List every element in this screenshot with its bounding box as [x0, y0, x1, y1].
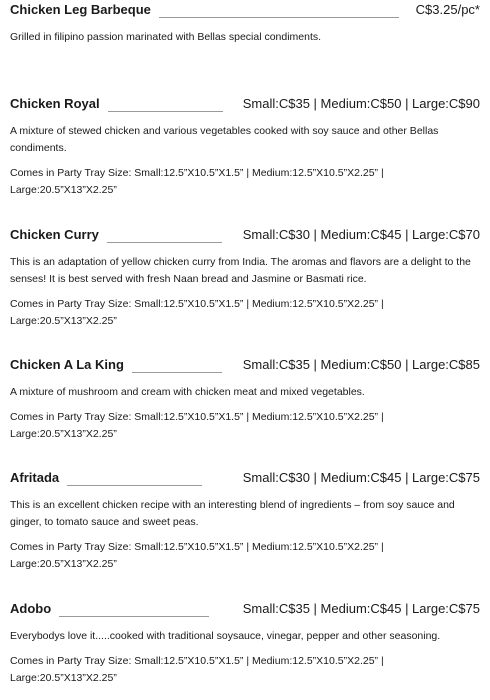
divider-line [132, 372, 222, 373]
party-tray-sizes: Comes in Party Tray Size: Small:12.5”X10.5”X1.5” | Medium:12.5”X10.5”X2.25” | Large:20.5”X13”X2.25” [10, 298, 384, 327]
menu-item-header [10, 227, 480, 249]
menu-item-price: Small:C$35 | Medium:C$50 | Large:C$90 [242, 96, 480, 111]
menu-item-price: Small:C$30 | Medium:C$45 | Large:C$75 [242, 470, 480, 485]
divider-line [107, 242, 222, 243]
party-tray-sizes: Comes in Party Tray Size: Small:12.5”X10.5”X1.5” | Medium:12.5”X10.5”X2.25” | Large:20.5”X13”X2.25” [10, 655, 384, 684]
menu-item-name: Chicken Leg Barbeque [10, 2, 151, 17]
menu-item-header [10, 601, 480, 623]
menu-item-adobo [10, 601, 480, 687]
menu-item-description: Grilled in filipino passion marinated with Bellas special condiments. [10, 31, 322, 43]
menu-item-description: A mixture of mushroom and cream with chicken meat and mixed vegetables. [10, 386, 365, 398]
menu-item-chicken-leg-barbeque [10, 2, 480, 46]
menu-item-name: Adobo [10, 601, 52, 616]
menu-item-price: Small:C$35 | Medium:C$50 | Large:C$85 [242, 357, 480, 372]
divider-line [159, 17, 399, 18]
menu-item-name: Chicken Curry [10, 227, 99, 242]
menu-item-price: Small:C$35 | Medium:C$45 | Large:C$75 [242, 601, 480, 616]
party-tray-sizes: Comes in Party Tray Size: Small:12.5”X10.5”X1.5” | Medium:12.5”X10.5”X2.25” | Large:20.5”X13”X2.25” [10, 167, 384, 196]
menu-item-description: This is an adaptation of yellow chicken curry from India. The aromas and flavors are a delight to the senses! It is best served with fresh Naan bread and Jasmine or Basmati rice. [10, 256, 471, 285]
menu-item-description: This is an excellent chicken recipe with an interesting blend of ingredients – from soy sauce and ginger, to tomato sauce and sweet peas. [10, 499, 455, 528]
menu-item-name: Chicken A La King [10, 357, 124, 372]
party-tray-sizes: Comes in Party Tray Size: Small:12.5”X10.5”X1.5” | Medium:12.5”X10.5”X2.25” | Large:20.5”X13”X2.25” [10, 411, 384, 440]
menu-item-chicken-curry [10, 227, 480, 330]
menu-item-header [10, 470, 480, 492]
divider-line [59, 616, 209, 617]
divider-line [108, 111, 223, 112]
menu-item-header [10, 2, 480, 24]
menu-item-description: Everybodys love it.....cooked with traditional soysauce, vinegar, pepper and other seasoning. [10, 630, 441, 642]
party-tray-sizes: Comes in Party Tray Size: Small:12.5”X10.5”X1.5” | Medium:12.5”X10.5”X2.25” | Large:20.5”X13”X2.25” [10, 541, 384, 570]
menu-item-price: C$3.25/pc* [415, 2, 480, 17]
menu-item-header [10, 357, 480, 379]
menu-item-price: Small:C$30 | Medium:C$45 | Large:C$70 [242, 227, 480, 242]
divider-line [67, 485, 202, 486]
menu-item-chicken-a-la-king [10, 357, 480, 443]
menu-item-chicken-royal [10, 96, 480, 199]
menu-item-description: A mixture of stewed chicken and various vegetables cooked with soy sauce and other Bellas condiments. [10, 125, 439, 154]
menu-item-name: Chicken Royal [10, 96, 100, 111]
menu-item-afritada [10, 470, 480, 573]
menu-item-header [10, 96, 480, 118]
menu-item-name: Afritada [10, 470, 60, 485]
